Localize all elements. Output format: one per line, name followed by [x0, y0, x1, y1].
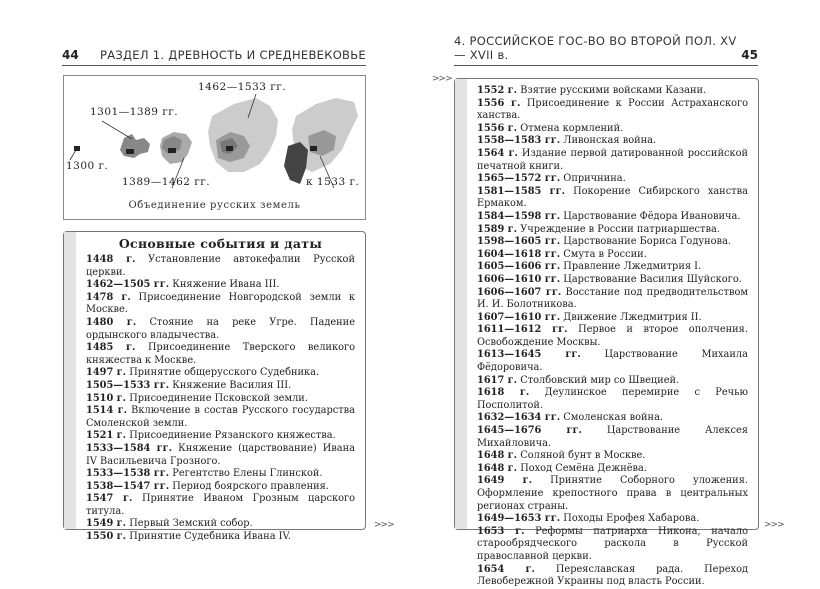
event-date: 1598—1605 гг. — [477, 236, 561, 248]
event-item — [86, 430, 355, 443]
event-item — [477, 224, 748, 237]
map-label-1462-1533: 1462—1533 гг. — [198, 81, 287, 93]
event-text: Соляной бунт в Москве. — [520, 450, 646, 462]
event-text: Принятие общерусского Судебника. — [129, 367, 320, 379]
event-item — [477, 425, 748, 450]
event-text: Стояние на реке Угре. Падение ордынского владычества. — [86, 316, 356, 341]
continued-marker: >>> — [432, 74, 452, 84]
event-text: Царствование Фёдора Ивановича. — [563, 210, 741, 222]
event-text: Отмена кормлений. — [520, 122, 624, 134]
event-date: 1556 г. — [477, 122, 518, 134]
event-item — [477, 387, 748, 412]
event-date: 1645—1676 гг. — [477, 425, 582, 437]
event-text: Принятие Соборного уложения. Оформление крепостного права в центральных регионах страны. — [477, 475, 748, 512]
event-text: Первый Земский собор. — [129, 518, 253, 530]
event-text: Царствование Василия Шуйского. — [563, 273, 742, 285]
page-header — [454, 34, 758, 66]
event-date: 1654 г. — [477, 563, 535, 575]
event-date: 1648 г. — [477, 462, 518, 474]
event-date: 1617 г. — [477, 374, 518, 386]
event-text: Включение в состав Русского государства Смоленской земли. — [86, 405, 355, 429]
event-date: 1514 г. — [86, 405, 128, 417]
event-date: 1649 г. — [477, 475, 533, 487]
event-text: Походы Ерофея Хабарова. — [563, 513, 700, 525]
map-label-1301-1389: 1301—1389 гг. — [90, 106, 179, 118]
event-text: Принятие Судебника Ивана IV. — [129, 531, 291, 543]
event-date: 1480 г. — [86, 316, 137, 328]
event-text: Царствование Алексея Михайловича. — [477, 425, 748, 449]
event-item — [477, 324, 748, 349]
event-date: 1556 г. — [477, 97, 521, 109]
event-date: 1558—1583 гг. — [477, 135, 561, 147]
event-text: Княжение Василия III. — [172, 379, 292, 391]
event-item — [477, 475, 748, 513]
events-title: Основные события и даты — [118, 236, 323, 251]
event-item — [86, 367, 355, 380]
event-text: Присоединение к России Астраханского ханства. — [477, 97, 748, 122]
event-text: Первое и второе ополчения. Освобождение Москвы. — [477, 324, 748, 348]
event-text: Столбовский мир со Швецией. — [520, 374, 680, 386]
event-date: 1581—1585 гг. — [477, 185, 566, 197]
event-text: Принятие Иваном Грозным царского титула. — [86, 493, 355, 517]
event-item — [86, 254, 355, 279]
event-date: 1564 г. — [477, 147, 518, 159]
event-date: 1584—1598 гг. — [477, 210, 561, 222]
event-date: 1606—1610 гг. — [477, 273, 561, 285]
event-text: Издание первой датированной российской печатной книги. — [477, 147, 749, 172]
event-date: 1505—1533 гг. — [86, 379, 170, 391]
event-item — [477, 463, 748, 476]
event-date: 1604—1618 гг. — [477, 248, 561, 260]
event-date: 1533—1538 гг. — [86, 468, 170, 480]
event-item — [477, 287, 748, 312]
map-caption: Объединение русских земель — [128, 200, 301, 211]
event-date: 1605—1606 гг. — [477, 261, 561, 273]
running-title: РАЗДЕЛ 1. ДРЕВНОСТЬ И СРЕДНЕВЕКОВЬЕ — [99, 48, 366, 62]
event-text: Присоединение Тверского великого княжества к Москве. — [86, 342, 355, 366]
event-item — [477, 236, 748, 249]
event-text: Учреждение в России патриаршества. — [520, 223, 720, 235]
event-item — [477, 186, 748, 211]
continue-marker: >>> — [374, 520, 394, 530]
box-stripe — [455, 79, 467, 529]
page-number: 45 — [741, 48, 758, 62]
event-item — [86, 292, 355, 317]
event-item — [477, 85, 748, 98]
event-text: Ливонская война. — [563, 135, 657, 147]
event-text: Опричнина. — [563, 173, 626, 185]
box-stripe — [64, 232, 76, 529]
event-date: 1649—1653 гг. — [477, 513, 561, 525]
event-item — [477, 450, 748, 463]
page-header — [62, 48, 366, 66]
event-date: 1632—1634 гг. — [477, 412, 561, 424]
event-text: Присоединение Рязанского княжества. — [129, 430, 336, 442]
event-item — [477, 412, 748, 425]
event-date: 1589 г. — [477, 223, 518, 235]
event-date: 1648 г. — [477, 450, 518, 462]
event-item — [86, 380, 355, 393]
event-item — [477, 312, 748, 325]
event-item — [477, 249, 748, 262]
map-label-1389-1462: 1389—1462 гг. — [122, 176, 211, 188]
event-date: 1478 г. — [86, 291, 131, 303]
event-text: Движение Лжедмитрия II. — [563, 311, 702, 323]
event-date: 1497 г. — [86, 367, 127, 379]
events-list — [86, 236, 355, 544]
event-date: 1613—1645 гг. — [477, 349, 581, 361]
event-item — [86, 405, 355, 430]
event-item — [86, 279, 355, 292]
event-item — [477, 98, 748, 123]
event-text: Переяславская рада. Переход Левобережной Украины под власть России. — [477, 563, 749, 588]
event-item — [477, 513, 748, 526]
event-text: Присоединение Псковской земли. — [129, 392, 308, 404]
event-item — [477, 123, 748, 136]
events-list — [477, 85, 748, 589]
event-text: Регентство Елены Глинской. — [172, 468, 323, 480]
event-date: 1549 г. — [86, 518, 127, 530]
event-text: Поход Семёна Дежнёва. — [520, 462, 647, 474]
event-text: Смоленская война. — [563, 412, 664, 424]
event-date: 1462—1505 гг. — [86, 279, 170, 291]
map-label-by-1533: к 1533 г. — [306, 176, 360, 188]
event-item — [477, 261, 748, 274]
event-date: 1521 г. — [86, 430, 127, 442]
event-date: 1606—1607 гг. — [477, 286, 562, 298]
event-text: Княжение Ивана III. — [172, 279, 280, 291]
event-date: 1533—1584 гг. — [86, 442, 173, 454]
continue-marker: >>> — [764, 520, 784, 530]
event-date: 1510 г. — [86, 392, 127, 404]
events-box — [63, 231, 366, 543]
event-text: Деулинское перемирие с Речью Посполитой. — [477, 387, 749, 411]
event-text: Княжение (царствование) Ивана IV Васильевича Грозного. — [86, 442, 355, 467]
event-item — [477, 173, 748, 186]
event-date: 1611—1612 гг. — [477, 324, 568, 336]
event-date: 1448 г. — [86, 254, 136, 265]
running-title: 4. РОССИЙСКОЕ ГОС-ВО ВО ВТОРОЙ ПОЛ. XV — XVII в. — [454, 34, 737, 62]
map-label-1300: 1300 г. — [66, 160, 109, 172]
event-item — [86, 518, 355, 531]
event-text: Покорение Сибирского ханства Ермаком. — [477, 185, 748, 210]
event-item — [86, 493, 355, 518]
event-item — [477, 135, 748, 148]
event-item — [477, 211, 748, 224]
event-item — [86, 468, 355, 481]
event-text: Восстание под предводительством И. И. Болотникова. — [477, 286, 748, 311]
event-item — [477, 375, 748, 388]
event-item — [86, 317, 355, 342]
right-page — [410, 0, 820, 589]
event-item — [86, 481, 355, 494]
page-number: 44 — [62, 48, 79, 62]
event-text: Реформы патриарха Никона, начало старообрядческого раскола в Русской православной церкви. — [477, 525, 748, 562]
event-text: Царствование Михаила Фёдоровича. — [477, 349, 748, 374]
event-item — [86, 342, 355, 367]
event-text: Правление Лжедмитрия I. — [563, 261, 702, 273]
event-item — [86, 443, 355, 468]
event-item — [477, 564, 748, 589]
events-box-continued — [454, 78, 759, 588]
event-date: 1653 г. — [477, 525, 525, 537]
event-text: Взятие русскими войсками Казани. — [520, 85, 707, 96]
event-item — [477, 148, 748, 173]
event-item — [86, 531, 355, 544]
event-date: 1547 г. — [86, 493, 133, 505]
event-text: Период боярского правления. — [172, 480, 329, 492]
event-date: 1607—1610 гг. — [477, 311, 561, 323]
event-text: Установление автокефалии Русской церкви. — [86, 254, 355, 278]
event-text: Смута в России. — [563, 248, 647, 260]
event-date: 1565—1572 гг. — [477, 173, 561, 185]
map-figure — [63, 75, 366, 220]
event-date: 1485 г. — [86, 342, 136, 354]
event-item — [477, 274, 748, 287]
event-date: 1538—1547 гг. — [86, 480, 170, 492]
event-text: Царствование Бориса Годунова. — [563, 236, 732, 248]
event-item — [86, 393, 355, 406]
event-date: 1550 г. — [86, 531, 127, 543]
event-item — [477, 526, 748, 564]
event-date: 1552 г. — [477, 85, 518, 96]
event-text: Присоединение Новгородской земли к Москве. — [86, 291, 356, 316]
event-item — [477, 349, 748, 374]
event-date: 1618 г. — [477, 387, 530, 399]
